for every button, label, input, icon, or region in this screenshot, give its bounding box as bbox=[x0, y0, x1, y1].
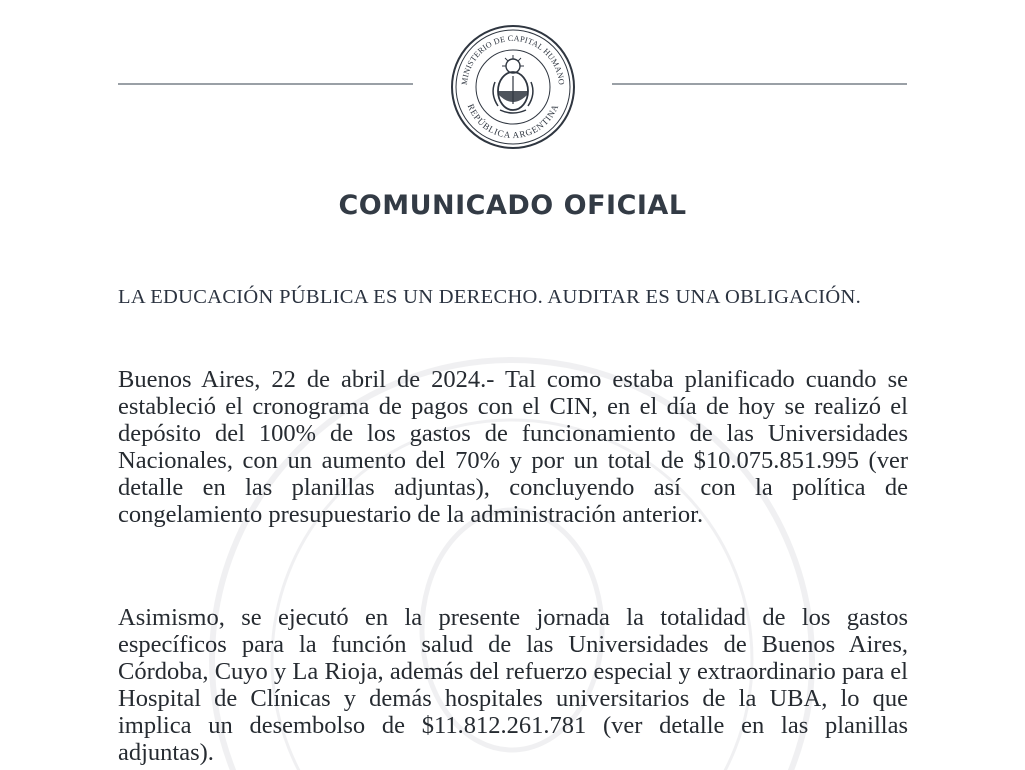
motto-heading: LA EDUCACIÓN PÚBLICA ES UN DERECHO. AUDITAR ES UNA OBLIGACIÓN. bbox=[118, 286, 862, 308]
ministry-seal bbox=[450, 24, 576, 150]
header-divider-right bbox=[612, 83, 907, 85]
seal-top-text: MINISTERIO DE CAPITAL HUMANO bbox=[459, 33, 567, 86]
paragraph-operating-expenses: Buenos Aires, 22 de abril de 2024.- Tal como estaba planificado cuando se estableció el cronograma de pagos con el CIN, en el día de hoy se realizó el depósito del 100% de los gastos de funcionamiento de las Universidades Nacionales, con un aumento del 70% y por un total de $10.075.851.995 (ver detalle en las planillas adjuntas), concluyendo así con la política de congelamiento presupuestario de la administración anterior. bbox=[118, 366, 908, 528]
header-divider-left bbox=[118, 83, 413, 85]
paragraph-health-expenses: Asimismo, se ejecutó en la presente jornada la totalidad de los gastos específicos para la función salud de las Universidades de Buenos Aires, Córdoba, Cuyo y La Rioja, además del refuerzo especial y extraordinario para el Hospital de Clínicas y demás hospitales universitarios de la UBA, lo que implica un desembolso de $11.812.261.781 (ver detalle en las planillas adjuntas). bbox=[118, 604, 908, 766]
seal-bottom-text: REPÚBLICA ARGENTINA bbox=[465, 102, 561, 141]
document-title: COMUNICADO OFICIAL bbox=[338, 190, 687, 221]
